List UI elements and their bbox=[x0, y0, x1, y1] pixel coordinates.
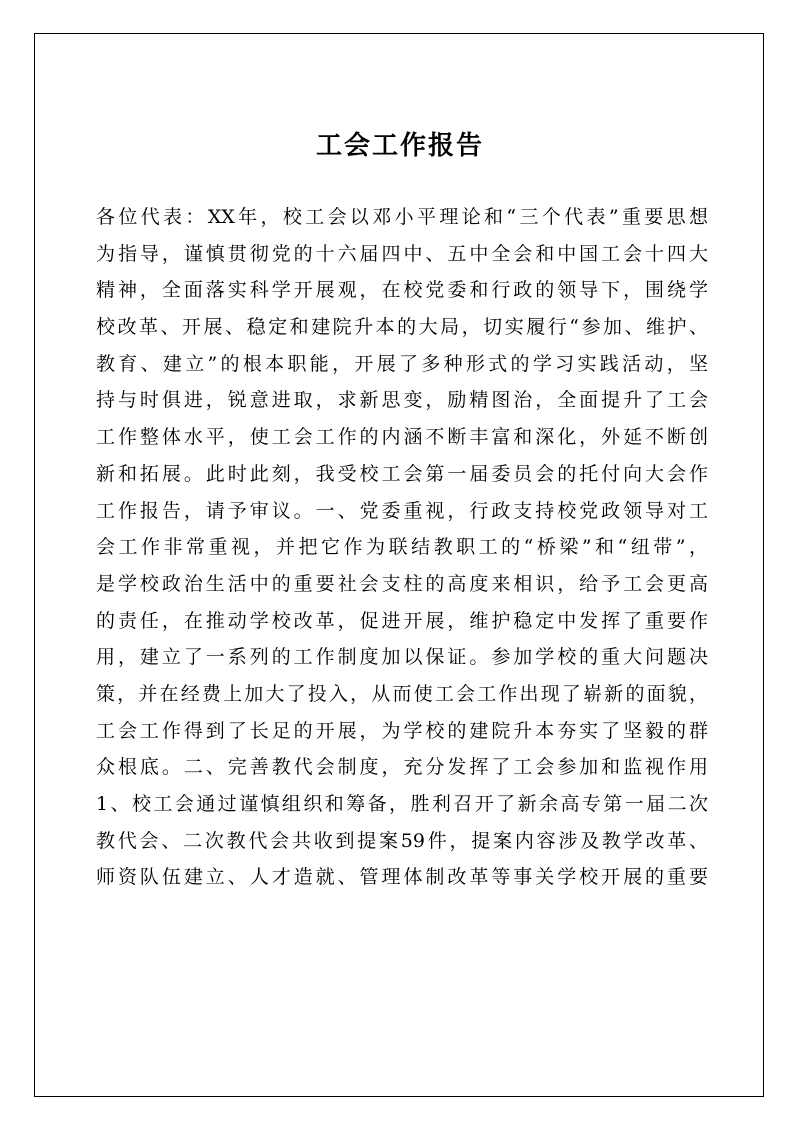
body-line: 众根底。二、完善教代会制度，充分发挥了工会参加和监视作用 bbox=[96, 756, 708, 779]
body-line: 工作整体水平，使工会工作的内涵不断丰富和深化，外延不断创 bbox=[96, 426, 708, 449]
body-line: 工会工作得到了长足的开展，为学校的建院升本夯实了坚毅的群 bbox=[96, 719, 708, 742]
document-title: 工会工作报告 bbox=[315, 131, 484, 161]
document-body bbox=[96, 199, 708, 896]
body-line: 各位代表：XX年，校工会以邓小平理论和“三个代表”重要思想 bbox=[96, 206, 708, 228]
body-line: 新和拓展。此时此刻，我受校工会第一届委员会的托付向大会作 bbox=[96, 462, 708, 485]
body-line: 是学校政治生活中的重要社会支柱的高度来相识，给予工会更高 bbox=[96, 572, 708, 595]
body-line: 教代会、二次教代会共收到提案59件，提案内容涉及教学改革、 bbox=[96, 829, 708, 852]
body-line: 持与时俱进，锐意进取，求新思变，励精图治，全面提升了工会 bbox=[96, 389, 708, 412]
body-line: 用，建立了一系列的工作制度加以保证。参加学校的重大问题决 bbox=[96, 646, 708, 669]
body-line: 1、校工会通过谨慎组织和筹备，胜利召开了新余高专第一届二次 bbox=[96, 793, 708, 815]
body-line: 为指导，谨慎贯彻党的十六届四中、五中全会和中国工会十四大 bbox=[96, 242, 708, 265]
body-line: 精神，全面落实科学开展观，在校党委和行政的领导下，围绕学 bbox=[96, 279, 708, 302]
body-line: 校改革、开展、稳定和建院升本的大局，切实履行“参加、维护、 bbox=[96, 316, 708, 339]
body-line: 教育、建立”的根本职能，开展了多种形式的学习实践活动，坚 bbox=[96, 352, 708, 375]
body-line: 的责任，在推动学校改革，促进开展，维护稳定中发挥了重要作 bbox=[96, 609, 708, 632]
body-line: 策，并在经费上加大了投入，从而使工会工作出现了崭新的面貌， bbox=[96, 682, 708, 705]
body-line: 工作报告，请予审议。一、党委重视，行政支持校党政领导对工 bbox=[96, 499, 708, 522]
body-line: 师资队伍建立、人才造就、管理体制改革等事关学校开展的重要 bbox=[96, 866, 708, 889]
body-line: 会工作非常重视，并把它作为联结教职工的“桥梁”和“纽带”， bbox=[96, 536, 708, 559]
